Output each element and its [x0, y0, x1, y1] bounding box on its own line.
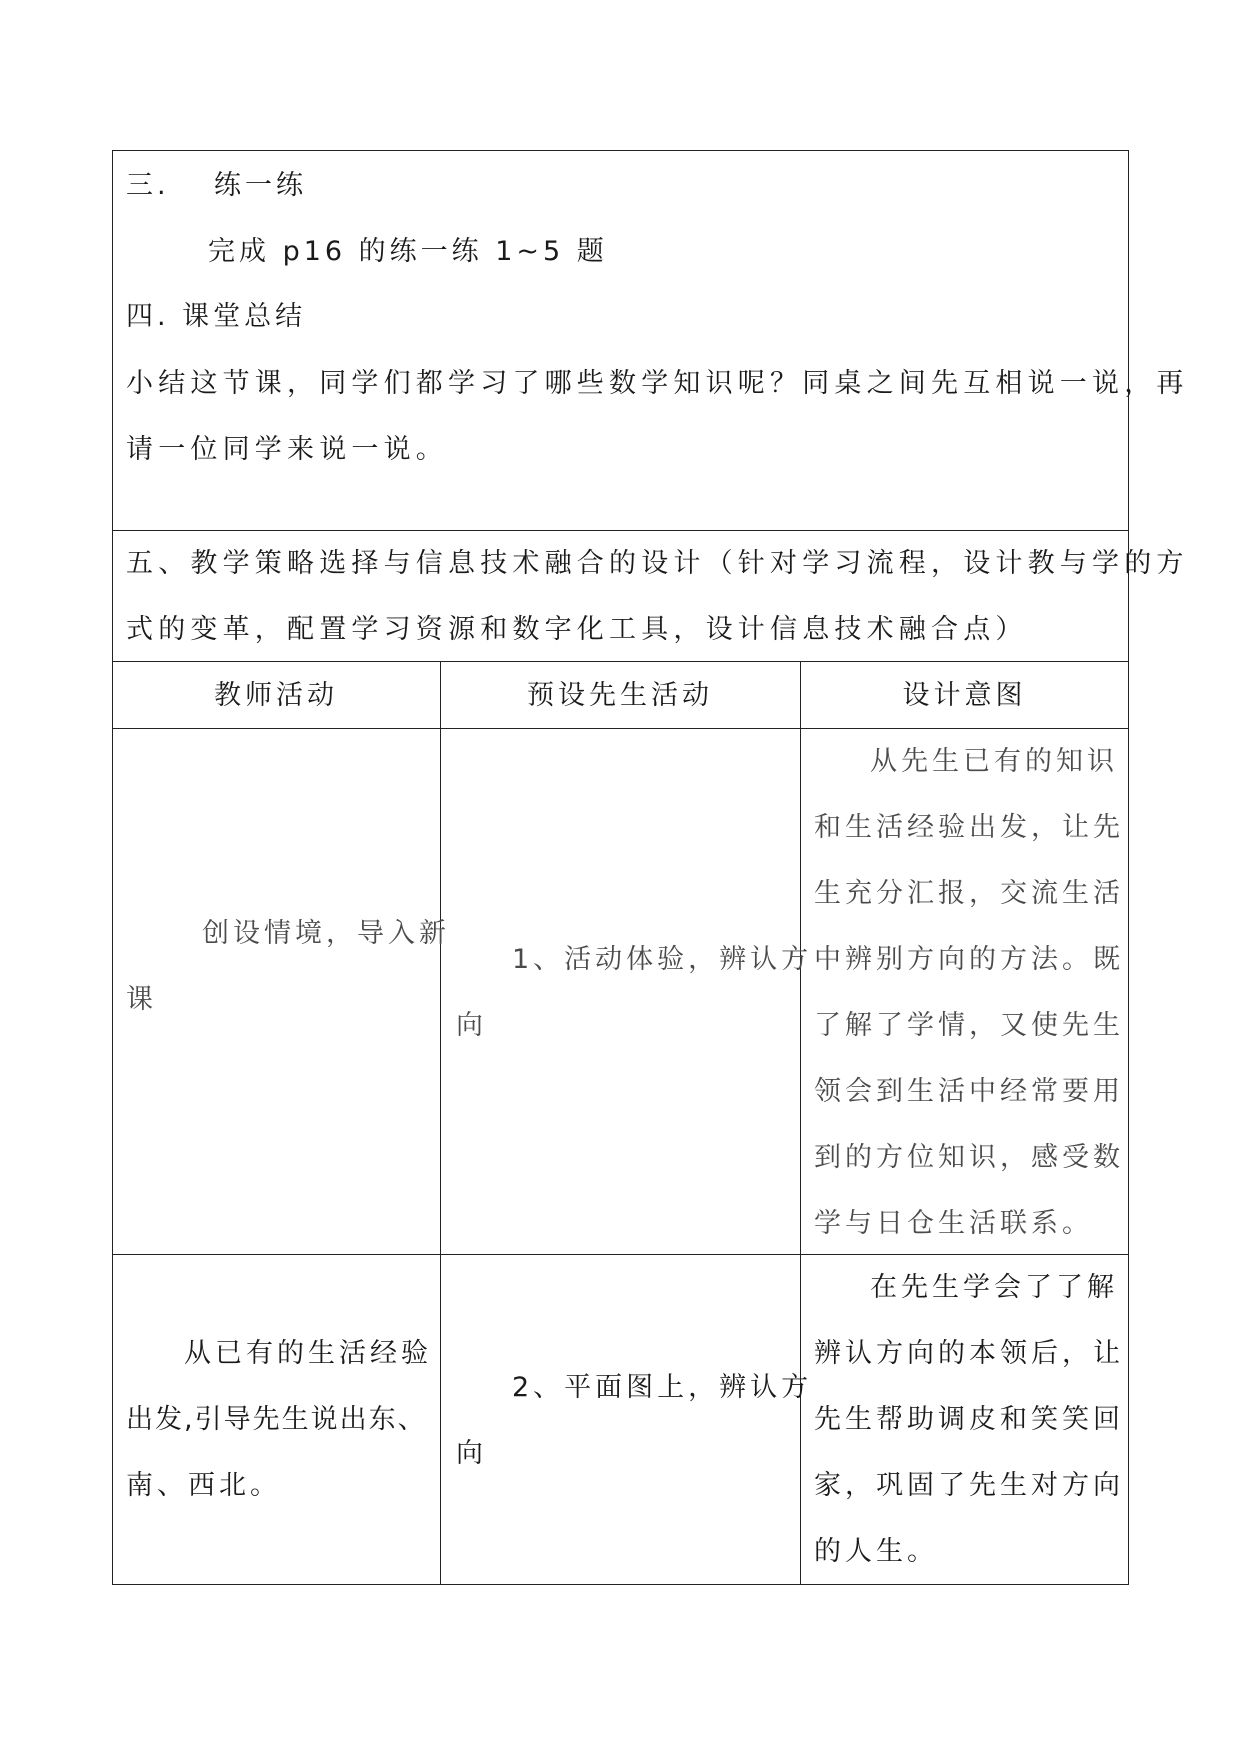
divider-table-header	[112, 661, 1129, 662]
row1-intent-line-5: 了解了学情，又使先生	[814, 1010, 1124, 1041]
section3-heading-number: 三.	[126, 170, 170, 201]
row2-intent-line-4: 家，巩固了先生对方向	[814, 1470, 1124, 1501]
divider-section5	[112, 530, 1129, 531]
row1-intent-line-8: 学与日仓生活联系。	[814, 1208, 1093, 1239]
column-divider-2	[800, 661, 801, 1585]
row2-intent-line-5: 的人生。	[814, 1536, 938, 1567]
header-teacher-activity: 教师活动	[214, 680, 338, 711]
row2-teacher-line-1: 从已有的生活经验	[184, 1338, 432, 1369]
row1-intent-line-7: 到的方位知识，感受数	[814, 1142, 1124, 1173]
section5-line-1: 五、教学策略选择与信息技术融合的设计（针对学习流程，设计教与学的方	[126, 548, 1189, 579]
row1-student-line-1: 1、活动体验，辨认方	[512, 944, 813, 975]
column-divider-1	[440, 661, 441, 1585]
row1-teacher-line-1: 创设情境，导入新	[202, 918, 450, 949]
row2-intent-line-2: 辨认方向的本领后，让	[814, 1338, 1124, 1369]
row1-intent-line-3: 生充分汇报，交流生活	[814, 878, 1124, 909]
row1-intent-line-2: 和生活经验出发，让先	[814, 812, 1124, 843]
row2-intent-line-1: 在先生学会了了解	[870, 1272, 1118, 1303]
row2-teacher-line-3: 南、西北。	[126, 1470, 281, 1501]
divider-header-bottom	[112, 728, 1129, 729]
header-design-intent: 设计意图	[902, 680, 1027, 711]
row1-intent-line-6: 领会到生活中经常要用	[814, 1076, 1124, 1107]
section3-task: 完成 p16 的练一练 1~5 题	[208, 236, 608, 267]
section4-line-2: 请一位同学来说一说。	[126, 434, 448, 465]
row1-teacher-line-2: 课	[126, 984, 157, 1015]
section4-line-1: 小结这节课，同学们都学习了哪些数学知识呢？同桌之间先互相说一说，再	[126, 368, 1189, 399]
row2-teacher-line-2: 出发,引导先生说出东、	[126, 1404, 427, 1435]
row2-student-line-1: 2、平面图上，辨认方	[512, 1372, 813, 1403]
section4-heading: 四. 课堂总结	[126, 301, 307, 332]
row2-intent-line-3: 先生帮助调皮和笑笑回	[814, 1404, 1124, 1435]
divider-row1-bottom	[112, 1254, 1129, 1255]
row2-student-line-2: 向	[456, 1438, 487, 1469]
lesson-table	[112, 150, 1129, 1585]
row1-intent-line-4: 中辨别方向的方法。既	[814, 944, 1124, 975]
row1-student-line-2: 向	[456, 1010, 487, 1041]
section3-heading-text: 练一练	[214, 170, 307, 201]
section5-line-2: 式的变革，配置学习资源和数字化工具，设计信息技术融合点）	[126, 614, 1028, 645]
row1-intent-line-1: 从先生已有的知识	[870, 746, 1118, 777]
header-student-activity: 预设先生活动	[527, 680, 713, 711]
